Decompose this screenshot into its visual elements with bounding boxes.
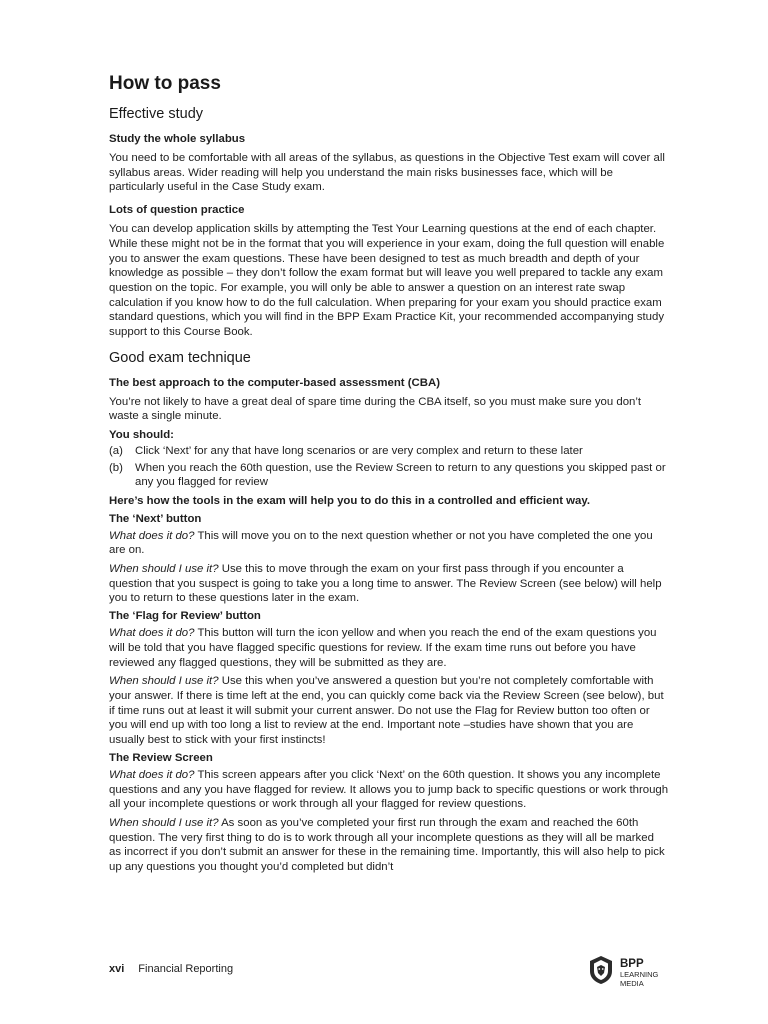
should-list: [109, 444, 669, 490]
lion-head-icon: [588, 955, 614, 990]
section-heading-effective-study: Effective study: [109, 106, 204, 122]
question-label: When should I use it?: [109, 563, 219, 576]
answer-text: This will move you on to the next question whether or not you have completed the one you are on.: [109, 529, 653, 557]
subheading-next-button: The ‘Next’ button: [109, 512, 202, 525]
paragraph-next-when: [109, 562, 669, 606]
section-heading-exam-technique: Good exam technique: [109, 349, 251, 366]
answer-text: This button will turn the icon yellow and when you reach the end of the exam questions you will be told that you have flagged specific questions for review. If the exam time runs out before you have reviewed any flagged questions, they will be submitted as they are.: [109, 627, 657, 669]
list-item: [109, 444, 669, 459]
paragraph-cba: You’re not likely to have a great deal of spare time during the CBA itself, so you must make sure you don’t waste a single minute.: [109, 395, 642, 423]
paragraph-flag-what: [109, 626, 669, 670]
list-item: [109, 461, 669, 490]
page-content: [109, 70, 669, 875]
subheading-syllabus: Study the whole syllabus: [109, 133, 246, 145]
answer-text: This screen appears after you click ‘Next’ on the 60th question. It shows you any incomplete questions and any you have flagged for review. It allows you to jump back to specific questions or work through all your incomplete questions or work through all your flagged for review questions.: [109, 768, 669, 811]
answer-text: Use this to move through the exam on your first pass through if you encounter a question that you suspect is going to take you a long time to answer. The Review Screen (see below) will help you to return to these questions later in the exam.: [109, 563, 662, 605]
list-text: When you reach the 60th question, use the Review Screen to return to any questions you skipped past or any you flagged for review: [135, 461, 666, 489]
tools-intro-line: Here’s how the tools in the exam will help you to do this in a controlled and efficient way.: [109, 494, 591, 507]
page-number: xvi: [109, 963, 125, 975]
logo-text: [620, 958, 658, 988]
subheading-flag-button: The ‘Flag for Review’ button: [109, 610, 261, 623]
list-marker: (b): [109, 461, 123, 474]
question-label: What does it do?: [109, 627, 195, 640]
subheading-review-screen: The Review Screen: [109, 751, 213, 764]
subheading-question-practice: Lots of question practice: [109, 204, 245, 217]
question-label: What does it do?: [109, 529, 195, 542]
question-label: When should I use it?: [109, 816, 219, 829]
you-should-label: You should:: [109, 429, 174, 442]
list-marker: (a): [109, 444, 123, 457]
paragraph-syllabus: You need to be comfortable with all areas of the syllabus, as questions in the Objective Test exam will cover all syllabus areas. Wider reading will help you understand the main risks businesses face, which will be particularly useful in the Case Study exam.: [109, 152, 665, 194]
paragraph-review-what: [109, 768, 669, 812]
answer-text: As soon as you’ve completed your first run through the exam and reached the 60th question. The very first thing to do is to work through all your incomplete questions as they will all be marked as incorrect if you don’t submit an answer for these in the remaining time. Importantly, this will also help to pick up any questions you thought you’d completed but didn’t: [109, 816, 665, 874]
page-footer: [109, 962, 233, 976]
paragraph-next-what: [109, 529, 669, 558]
paragraph-question-practice: You can develop application skills by attempting the Test Your Learning questions at the end of each chapter. While these might not be in the format that you will experience in your exam, doing the full question will enable you to answer the exam questions. These have been designed to test as much breadth and depth of your knowledge as possible – they don’t follow the exam format but will leave you well prepared to tackle any exam question on the topic. For example, you will only be able to answer a question on an interest rate swap calculation if you know how to do the full calculation. When preparing for your exam you should practice exam standard questions, which you will find in the BPP Exam Practice Kit, your recommended accompanying study support to this Course Book.: [109, 223, 665, 339]
question-label: What does it do?: [109, 768, 195, 781]
answer-text: Use this when you’ve answered a question but you’re not completely comfortable with your answer. If there is time left at the end, you can quickly come back via the Review Screen (see below), but if time runs out at least it will submit your current answer. Do not use the Flag for Review button too often or you will end up with too long a list to review at the end. Important note –studies have shown that you are usually best to stick with your first instincts!: [109, 675, 664, 747]
subheading-cba: The best approach to the computer-based assessment (CBA): [109, 376, 441, 389]
logo-media: MEDIA: [620, 978, 644, 988]
logo-learning: LEARNING: [620, 969, 659, 979]
paragraph-review-when: [109, 816, 669, 875]
page-title: How to pass: [109, 73, 221, 94]
list-text: Click ‘Next’ for any that have long scenarios or are very complex and return to these later: [135, 444, 583, 457]
book-title: Financial Reporting: [138, 963, 234, 975]
question-label: When should I use it?: [109, 675, 219, 688]
publisher-logo: [588, 955, 658, 990]
paragraph-flag-when: [109, 674, 669, 748]
logo-brand: BPP: [620, 957, 644, 970]
